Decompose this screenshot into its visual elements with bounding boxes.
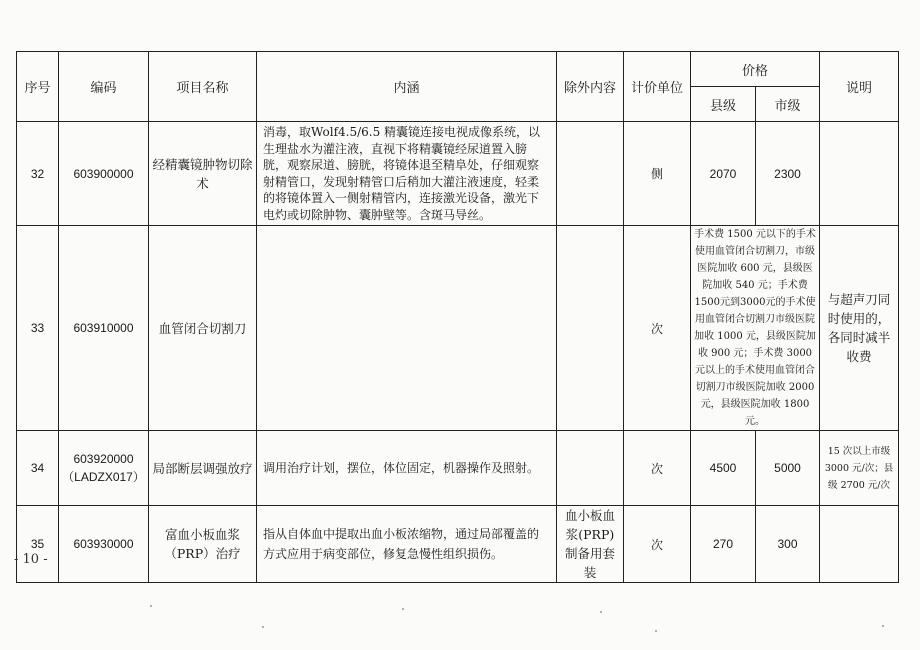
row-content: 调用治疗计划，摆位，体位固定，机器操作及照射。 [257,431,557,506]
scan-speck [655,630,657,632]
row-city-price: 5000 [756,431,820,506]
header-price: 价格 [691,52,820,87]
page-number: - 10 - [14,552,48,567]
header-county: 县级 [691,87,756,122]
row-county-price: 2070 [691,122,756,226]
row-unit: 次 [624,431,691,506]
row-price-text: 手术费 1500 元以下的手术使用血管闭合切割刀，市级医院加收 600 元，县级医院加收 540 元；手术费1500元到3000元的手术使用血管闭合切割刀市级医院加收 1000 元，县级医院加收 900 元；手术费 3000 元以上的手术使用血管闭合切割刀市级医院加收 2000 元，县级医院加收 1800 元。 [691,226,820,431]
table-row [17,226,899,431]
row-county-price: 4500 [691,431,756,506]
table-row [17,431,899,506]
row-content: 消毒，取Wolf4.5/6.5 精囊镜连接电视成像系统，以生理盐水为灌注液，直视下将精囊镜经尿道置入膀胱，观察尿道、膀胱，将镜体退至精阜处，仔细观察射精管口，发现射精管口后稍加大灌注液速度，轻柔的将镜体置入一侧射精管内，连接激光设备，激光下电灼或切除肿物、囊肿壁等。含斑马导丝。 [257,122,557,226]
row-content [257,226,557,431]
row-name: 富血小板血浆（PRP）治疗 [149,506,257,583]
row-unit: 次 [624,226,691,431]
row-seq: 35 [17,506,59,583]
row-note [820,506,899,583]
table-row [17,122,899,226]
row-content: 指从自体血中提取出血小板浓缩物，通过局部覆盖的方式应用于病变部位，修复急慢性组织损伤。 [257,506,557,583]
scan-speck [402,608,404,610]
row-unit: 次 [624,506,691,583]
row-seq: 34 [17,431,59,506]
scan-speck [600,611,602,613]
row-excluded: 血小板血浆(PRP)制备用套装 [557,506,624,583]
header-name: 项目名称 [149,52,257,122]
row-note [820,122,899,226]
fee-table [16,51,899,583]
row-excluded [557,226,624,431]
row-note: 与超声刀同时使用的，各同时减半收费 [820,226,899,431]
row-code: 603930000 [59,506,149,583]
row-note: 15 次以上市级 3000 元/次；县级 2700 元/次 [820,431,899,506]
row-city-price: 300 [756,506,820,583]
row-code [59,431,149,506]
row-name: 局部断层调强放疗 [149,431,257,506]
row-seq: 33 [17,226,59,431]
header-seq: 序号 [17,52,59,122]
header-city: 市级 [756,87,820,122]
row-excluded [557,431,624,506]
header-note: 说明 [820,52,899,122]
header-excluded: 除外内容 [557,52,624,122]
row-code-primary: 603920000 [73,452,134,466]
row-seq: 32 [17,122,59,226]
row-unit: 侧 [624,122,691,226]
header-row-1 [17,52,899,87]
row-code-secondary: （LADZX017） [62,470,145,484]
row-name: 经精囊镜肿物切除术 [149,122,257,226]
header-unit: 计价单位 [624,52,691,122]
table-row [17,506,899,583]
scan-speck [262,626,264,628]
scan-speck [882,625,884,627]
row-excluded [557,122,624,226]
scan-speck [150,605,152,607]
row-code: 603910000 [59,226,149,431]
row-city-price: 2300 [756,122,820,226]
header-code: 编码 [59,52,149,122]
row-name: 血管闭合切割刀 [149,226,257,431]
row-code: 603900000 [59,122,149,226]
row-county-price: 270 [691,506,756,583]
header-content: 内涵 [257,52,557,122]
